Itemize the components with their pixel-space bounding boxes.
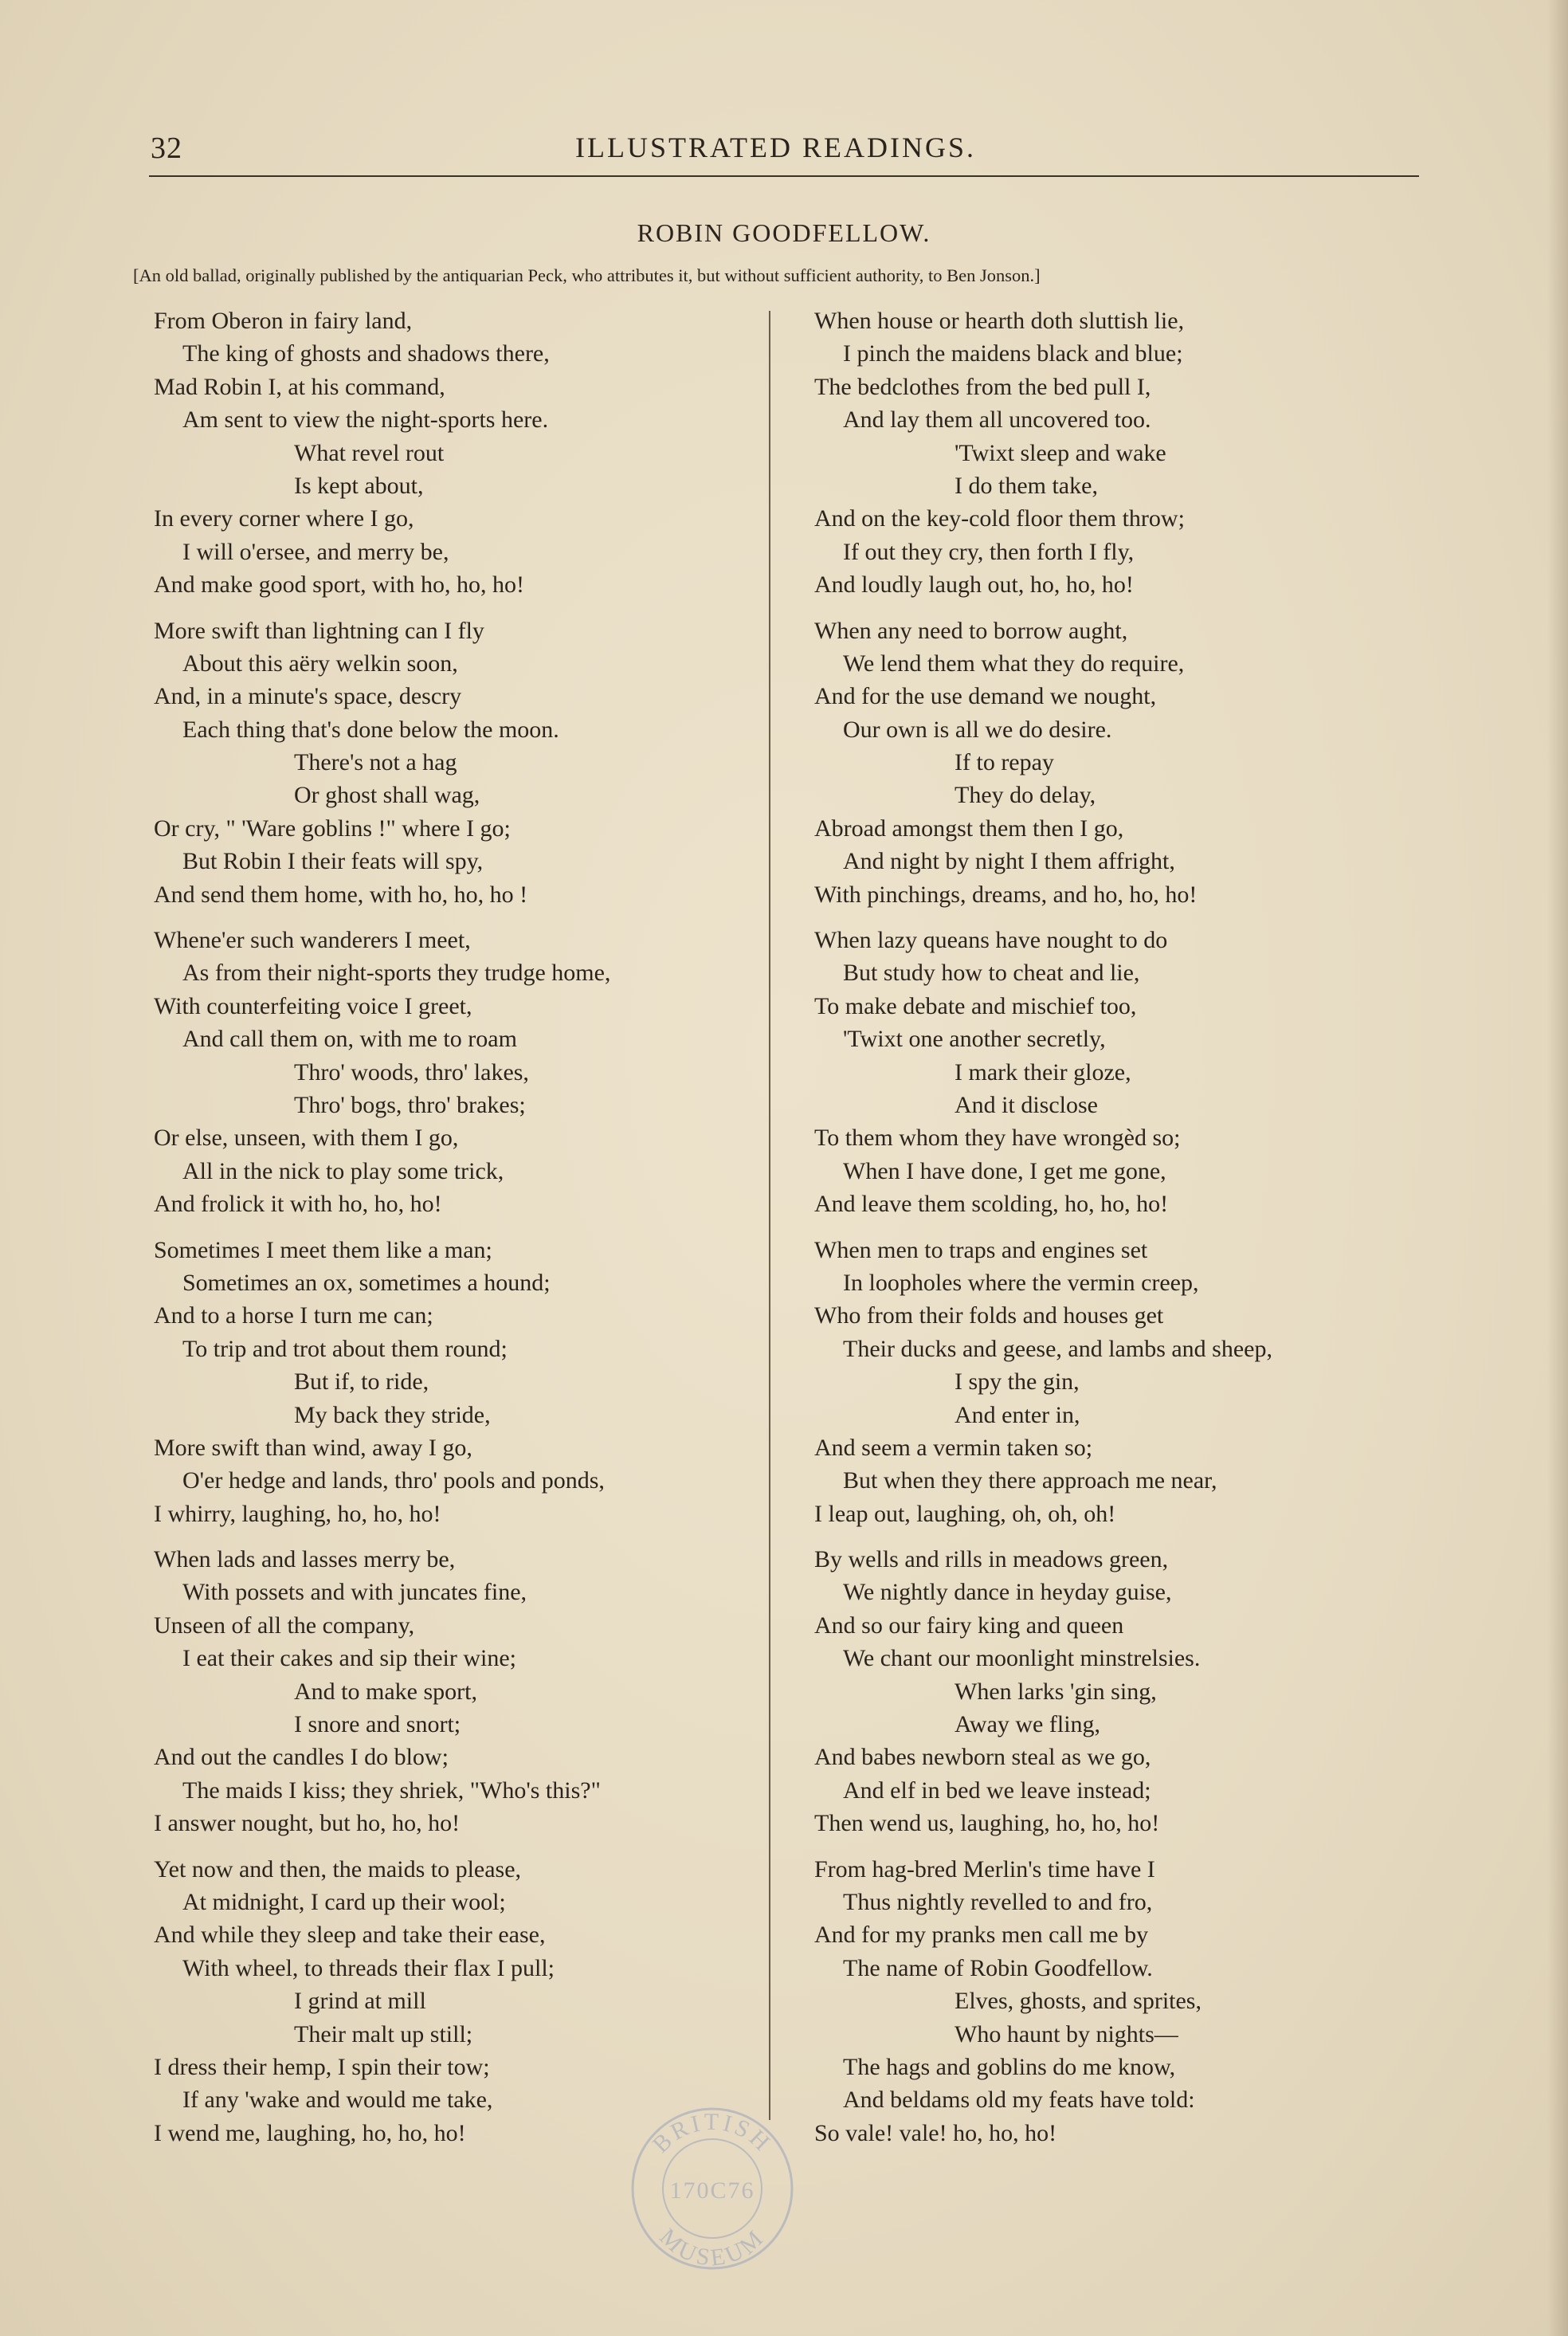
- verse-line: I pinch the maidens black and blue;: [843, 340, 1183, 367]
- verse-line: 'Twixt sleep and wake: [955, 439, 1166, 466]
- verse-line: I grind at mill: [294, 1988, 426, 2015]
- stanza: [814, 924, 1484, 1221]
- stanza: [154, 614, 823, 912]
- verse-line: And for the use demand we nought,: [814, 683, 1157, 710]
- verse-line: And send them home, with ho, ho, ho !: [154, 881, 528, 908]
- verse-line: About this aëry welkin soon,: [182, 650, 458, 677]
- stanza: [154, 1543, 823, 1840]
- verse-line: Sometimes I meet them like a man;: [154, 1236, 492, 1263]
- verse-line: And it disclose: [955, 1091, 1098, 1118]
- verse-line: And for my pranks men call me by: [814, 1922, 1149, 1949]
- verse-line: Am sent to view the night-sports here.: [182, 406, 549, 434]
- verse-line: When men to traps and engines set: [814, 1236, 1148, 1263]
- verse-line: Our own is all we do desire.: [843, 716, 1112, 743]
- right-column: [814, 304, 1484, 2162]
- verse-line: I mark their gloze,: [955, 1058, 1131, 1086]
- verse-line: Thro' bogs, thro' brakes;: [294, 1091, 526, 1118]
- verse-line: And lay them all uncovered too.: [843, 406, 1151, 434]
- verse-line: To trip and trot about them round;: [182, 1335, 508, 1362]
- stanza: [154, 304, 823, 602]
- verse-line: The maids I kiss; they shriek, "Who's this?": [182, 1777, 601, 1804]
- verse-line: With wheel, to threads their flax I pull;: [182, 1954, 555, 1981]
- verse-line: When larks 'gin sing,: [955, 1678, 1157, 1705]
- verse-line: I leap out, laughing, oh, oh, oh!: [814, 1500, 1116, 1527]
- stanza: [814, 1543, 1484, 1840]
- verse-line: I answer nought, but ho, ho, ho!: [154, 1810, 461, 1837]
- verse-line: What revel rout: [294, 439, 445, 466]
- verse-line: Thus nightly revelled to and fro,: [843, 1888, 1153, 1915]
- verse-line: And elf in bed we leave instead;: [843, 1777, 1151, 1804]
- verse-line: With pinchings, dreams, and ho, ho, ho!: [814, 881, 1198, 908]
- verse-line: To make debate and mischief too,: [814, 992, 1137, 1019]
- verse-line: I whirry, laughing, ho, ho, ho!: [154, 1500, 441, 1527]
- verse-line: If to repay: [955, 749, 1054, 776]
- verse-line: And enter in,: [955, 1401, 1080, 1428]
- verse-line: And make good sport, with ho, ho, ho!: [154, 571, 524, 599]
- verse-line: And leave them scolding, ho, ho, ho!: [814, 1191, 1169, 1218]
- verse-line: And babes newborn steal as we go,: [814, 1744, 1151, 1771]
- stanza: [154, 1234, 823, 1531]
- verse-line: And frolick it with ho, ho, ho!: [154, 1191, 442, 1218]
- verse-line: We lend them what they do require,: [843, 650, 1185, 677]
- verse-line: Mad Robin I, at his command,: [154, 373, 445, 400]
- verse-line: I will o'ersee, and merry be,: [182, 538, 449, 565]
- verse-line: In every corner where I go,: [154, 505, 414, 532]
- verse-line: They do delay,: [955, 782, 1096, 809]
- library-stamp: [628, 2104, 797, 2273]
- verse-line: From hag-bred Merlin's time have I: [814, 1855, 1155, 1883]
- verse-line: I snore and snort;: [294, 1711, 461, 1738]
- verse-line: Or else, unseen, with them I go,: [154, 1125, 459, 1152]
- verse-line: Whene'er such wanderers I meet,: [154, 927, 471, 954]
- stanza: [814, 304, 1484, 602]
- verse-line: Then wend us, laughing, ho, ho, ho!: [814, 1810, 1160, 1837]
- verse-line: Thro' woods, thro' lakes,: [294, 1058, 529, 1086]
- verse-line: Their malt up still;: [294, 2020, 473, 2047]
- running-head: ILLUSTRATED READINGS.: [575, 132, 976, 163]
- verse-line: Is kept about,: [294, 472, 424, 499]
- verse-line: And while they sleep and take their ease,: [154, 1922, 546, 1949]
- header-rule: [149, 175, 1419, 177]
- verse-line: The king of ghosts and shadows there,: [182, 340, 550, 367]
- column-rule: [769, 311, 770, 2120]
- verse-line: All in the nick to play some trick,: [182, 1157, 504, 1184]
- verse-line: I do them take,: [955, 472, 1098, 499]
- verse-line: O'er hedge and lands, thro' pools and ponds,: [182, 1467, 605, 1494]
- poem-title: ROBIN GOODFELLOW.: [637, 218, 931, 247]
- verse-line: 'Twixt one another secretly,: [843, 1026, 1106, 1053]
- verse-line: When any need to borrow aught,: [814, 617, 1128, 644]
- verse-line: But Robin I their feats will spy,: [182, 848, 484, 875]
- verse-line: Each thing that's done below the moon.: [182, 716, 559, 743]
- verse-line: And so our fairy king and queen: [814, 1612, 1124, 1639]
- verse-line: From Oberon in fairy land,: [154, 308, 413, 334]
- verse-line: The bedclothes from the bed pull I,: [814, 373, 1151, 400]
- verse-line: With possets and with juncates fine,: [182, 1579, 527, 1606]
- verse-line: When lads and lasses merry be,: [154, 1546, 456, 1573]
- stanza: [154, 924, 823, 1221]
- stanza: [814, 1234, 1484, 1531]
- verse-line: And call them on, with me to roam: [182, 1026, 517, 1053]
- verse-line: But if, to ride,: [294, 1368, 429, 1396]
- verse-line: By wells and rills in meadows green,: [814, 1546, 1169, 1573]
- verse-line: And, in a minute's space, descry: [154, 683, 462, 710]
- verse-line: But study how to cheat and lie,: [843, 960, 1140, 987]
- verse-line: More swift than lightning can I fly: [154, 617, 484, 644]
- left-column: [154, 304, 823, 2162]
- verse-line: Elves, ghosts, and sprites,: [955, 1988, 1201, 2015]
- verse-line: As from their night-sports they trudge home,: [182, 960, 611, 987]
- verse-line: When house or hearth doth sluttish lie,: [814, 308, 1185, 334]
- verse-line: Or cry, " 'Ware goblins !" where I go;: [154, 815, 511, 842]
- verse-line: And out the candles I do blow;: [154, 1744, 449, 1771]
- verse-line: More swift than wind, away I go,: [154, 1434, 472, 1461]
- verse-line: Or ghost shall wag,: [294, 782, 480, 809]
- verse-line: We nightly dance in heyday guise,: [843, 1579, 1172, 1606]
- verse-line: Their ducks and geese, and lambs and sheep,: [843, 1335, 1272, 1362]
- verse-line: And loudly laugh out, ho, ho, ho!: [814, 571, 1134, 599]
- poem-note: [An old ballad, originally published by the antiquarian Peck, who attributes it, but without sufficient authority, to Ben Jonson.]: [133, 265, 1041, 285]
- verse-line: When I have done, I get me gone,: [843, 1157, 1166, 1184]
- verse-line: And on the key-cold floor them throw;: [814, 505, 1185, 532]
- verse-line: With counterfeiting voice I greet,: [154, 992, 472, 1019]
- svg-text:BRITISH: [648, 2109, 778, 2158]
- verse-line: If out they cry, then forth I fly,: [843, 538, 1135, 565]
- verse-line: And to make sport,: [294, 1678, 477, 1705]
- verse-line: Who haunt by nights—: [955, 2020, 1178, 2047]
- verse-line: And night by night I them affright,: [843, 848, 1175, 875]
- verse-line: When lazy queans have nought to do: [814, 927, 1168, 954]
- verse-line: So vale! vale! ho, ho, ho!: [814, 2119, 1057, 2146]
- stamp-top-text: BRITISH: [647, 2108, 778, 2158]
- verse-line: In loopholes where the vermin creep,: [843, 1269, 1199, 1296]
- verse-line: Abroad amongst them then I go,: [814, 815, 1124, 842]
- verse-line: But when they there approach me near,: [843, 1467, 1217, 1494]
- verse-line: I eat their cakes and sip their wine;: [182, 1645, 517, 1672]
- verse-line: To them whom they have wrongèd so;: [814, 1125, 1181, 1152]
- stanza: [814, 614, 1484, 912]
- stamp-bottom-text: MUSEUM: [654, 2223, 770, 2271]
- verse-line: There's not a hag: [294, 749, 457, 776]
- verse-line: The hags and goblins do me know,: [843, 2053, 1176, 2080]
- page-number: 32: [151, 132, 182, 165]
- verse-line: Sometimes an ox, sometimes a hound;: [182, 1269, 551, 1296]
- verse-line: If any 'wake and would me take,: [182, 2087, 493, 2114]
- verse-line: I spy the gin,: [955, 1368, 1080, 1396]
- verse-line: I wend me, laughing, ho, ho, ho!: [154, 2119, 466, 2146]
- verse-line: We chant our moonlight minstrelsies.: [843, 1645, 1201, 1672]
- verse-line: At midnight, I card up their wool;: [182, 1888, 506, 1915]
- verse-line: The name of Robin Goodfellow.: [843, 1954, 1153, 1981]
- verse-line: Yet now and then, the maids to please,: [154, 1855, 522, 1883]
- stamp-number: 170C76: [669, 2177, 755, 2204]
- verse-line: And to a horse I turn me can;: [154, 1302, 433, 1329]
- verse-line: And seem a vermin taken so;: [814, 1434, 1093, 1461]
- verse-line: Unseen of all the company,: [154, 1612, 415, 1639]
- verse-line: I dress their hemp, I spin their tow;: [154, 2053, 490, 2080]
- verse-line: Away we fling,: [955, 1711, 1101, 1738]
- verse-line: Who from their folds and houses get: [814, 1302, 1164, 1329]
- svg-text:MUSEUM: [654, 2224, 770, 2271]
- verse-line: And beldams old my feats have told:: [843, 2087, 1195, 2114]
- verse-line: My back they stride,: [294, 1401, 491, 1428]
- stanza: [814, 1853, 1484, 2150]
